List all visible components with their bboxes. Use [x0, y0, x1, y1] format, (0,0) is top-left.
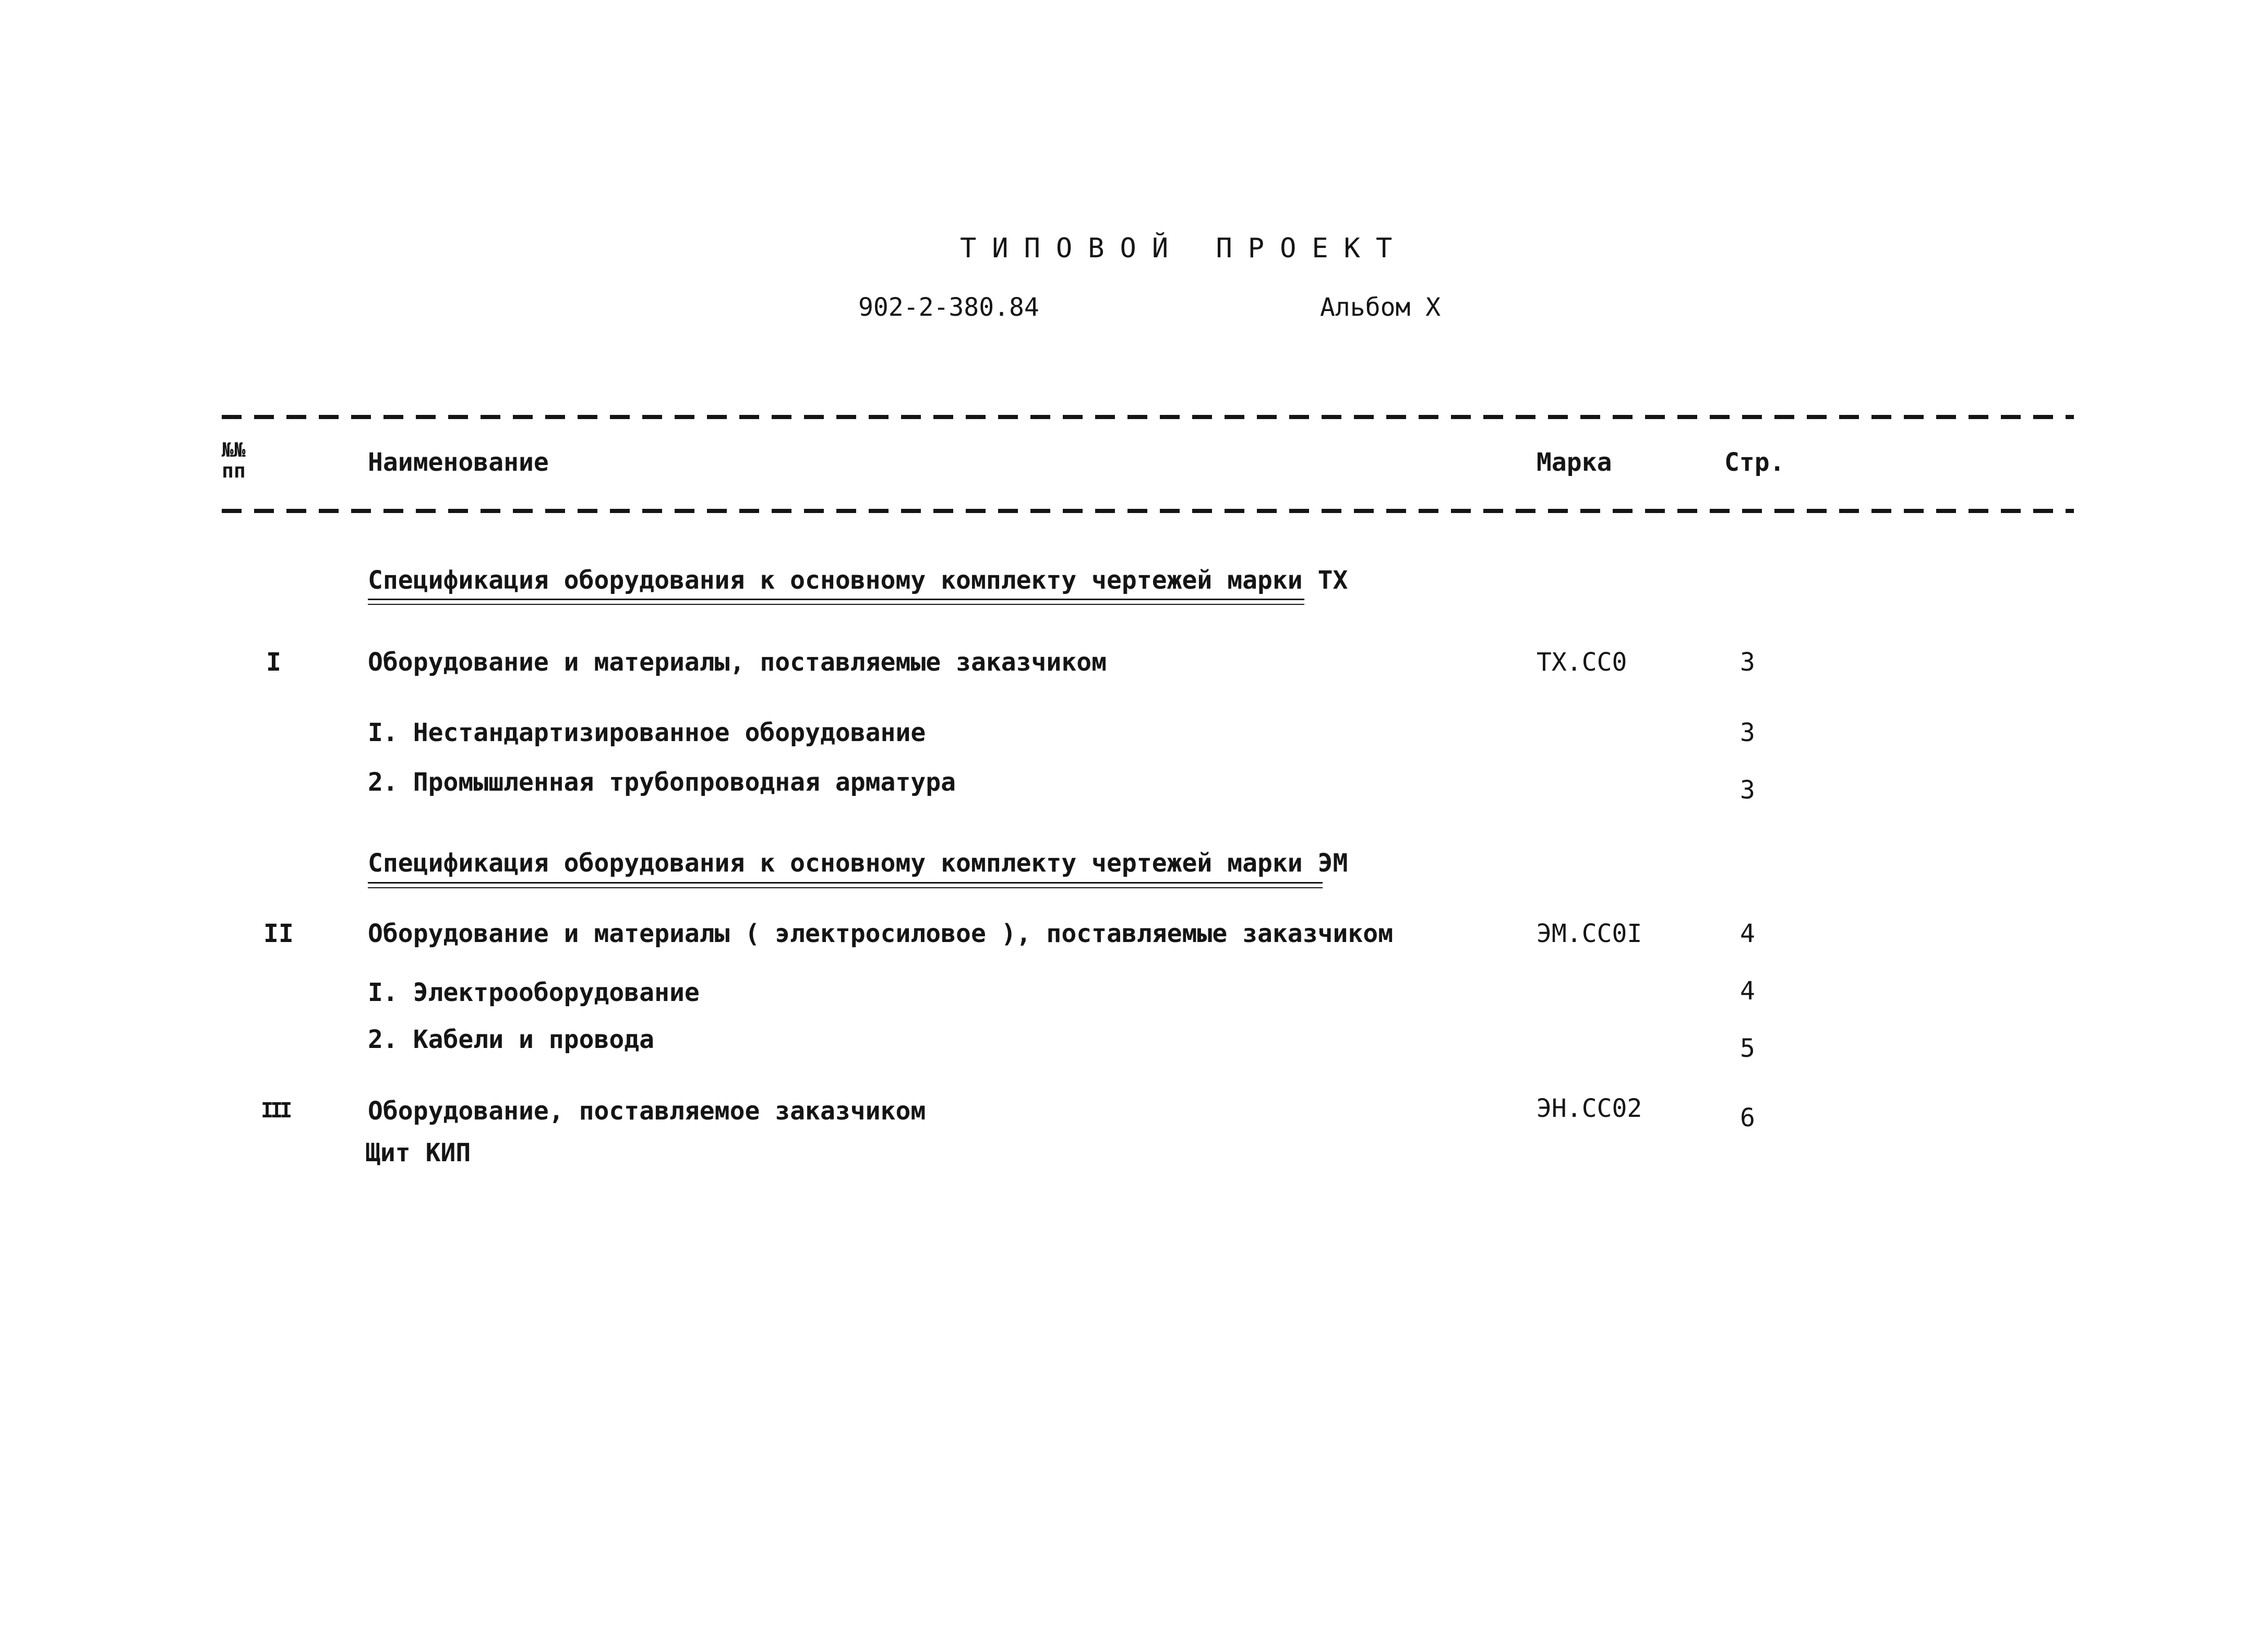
section-heading: Спецификация оборудования к основному комплекту чертежей марки ТХ — [368, 566, 1348, 595]
document-title: ТИПОВОЙ ПРОЕКТ — [960, 233, 1408, 264]
row-mark: ТХ.СС0 — [1537, 648, 1627, 677]
column-header-mark: Марка — [1537, 448, 1612, 477]
column-header-number-line1: №№ — [222, 438, 246, 461]
column-header-number-line2: пп — [222, 459, 246, 482]
row-subtitle: Щит КИП — [365, 1138, 471, 1167]
list-item-page: 4 — [1740, 976, 1755, 1006]
row-number: I — [266, 648, 281, 677]
section-heading-underline-2 — [368, 604, 1304, 605]
list-item-page: 3 — [1740, 718, 1755, 747]
row-title: Оборудование и материалы, поставляемые заказчиком — [368, 648, 1107, 677]
list-item: I. Нестандартизированное оборудование — [368, 718, 926, 747]
project-number: 902-2-380.84 — [858, 293, 1039, 322]
section-heading-underline — [368, 882, 1323, 884]
section-heading-underline — [368, 599, 1304, 600]
row-page: 4 — [1740, 919, 1755, 948]
list-item-page: 5 — [1740, 1034, 1755, 1063]
row-title: Оборудование, поставляемое заказчиком — [368, 1096, 926, 1126]
list-item: 2. Кабели и провода — [368, 1025, 655, 1054]
section-heading: Спецификация оборудования к основному комплекту чертежей марки ЭМ — [368, 849, 1348, 878]
column-header-number — [222, 439, 246, 481]
row-mark: ЭМ.СС0I — [1537, 919, 1642, 948]
row-page: 6 — [1740, 1103, 1755, 1133]
row-title: Оборудование и материалы ( электросиловое ), поставляемые заказчиком — [368, 919, 1394, 948]
dashed-rule-bottom — [222, 509, 2074, 513]
row-mark: ЭН.СС02 — [1537, 1094, 1642, 1123]
dashed-rule-top — [222, 415, 2074, 419]
row-number: III — [261, 1099, 290, 1123]
section-heading-underline-2 — [368, 887, 1323, 888]
row-page: 3 — [1740, 648, 1755, 677]
list-item: I. Электрооборудование — [368, 978, 700, 1007]
column-header-page: Стр. — [1724, 448, 1785, 477]
list-item: 2. Промышленная трубопроводная арматура — [368, 768, 956, 797]
album-label: Альбом X — [1320, 293, 1441, 322]
list-item-page: 3 — [1740, 776, 1755, 805]
column-header-name: Наименование — [368, 448, 549, 477]
row-number: II — [263, 919, 294, 948]
